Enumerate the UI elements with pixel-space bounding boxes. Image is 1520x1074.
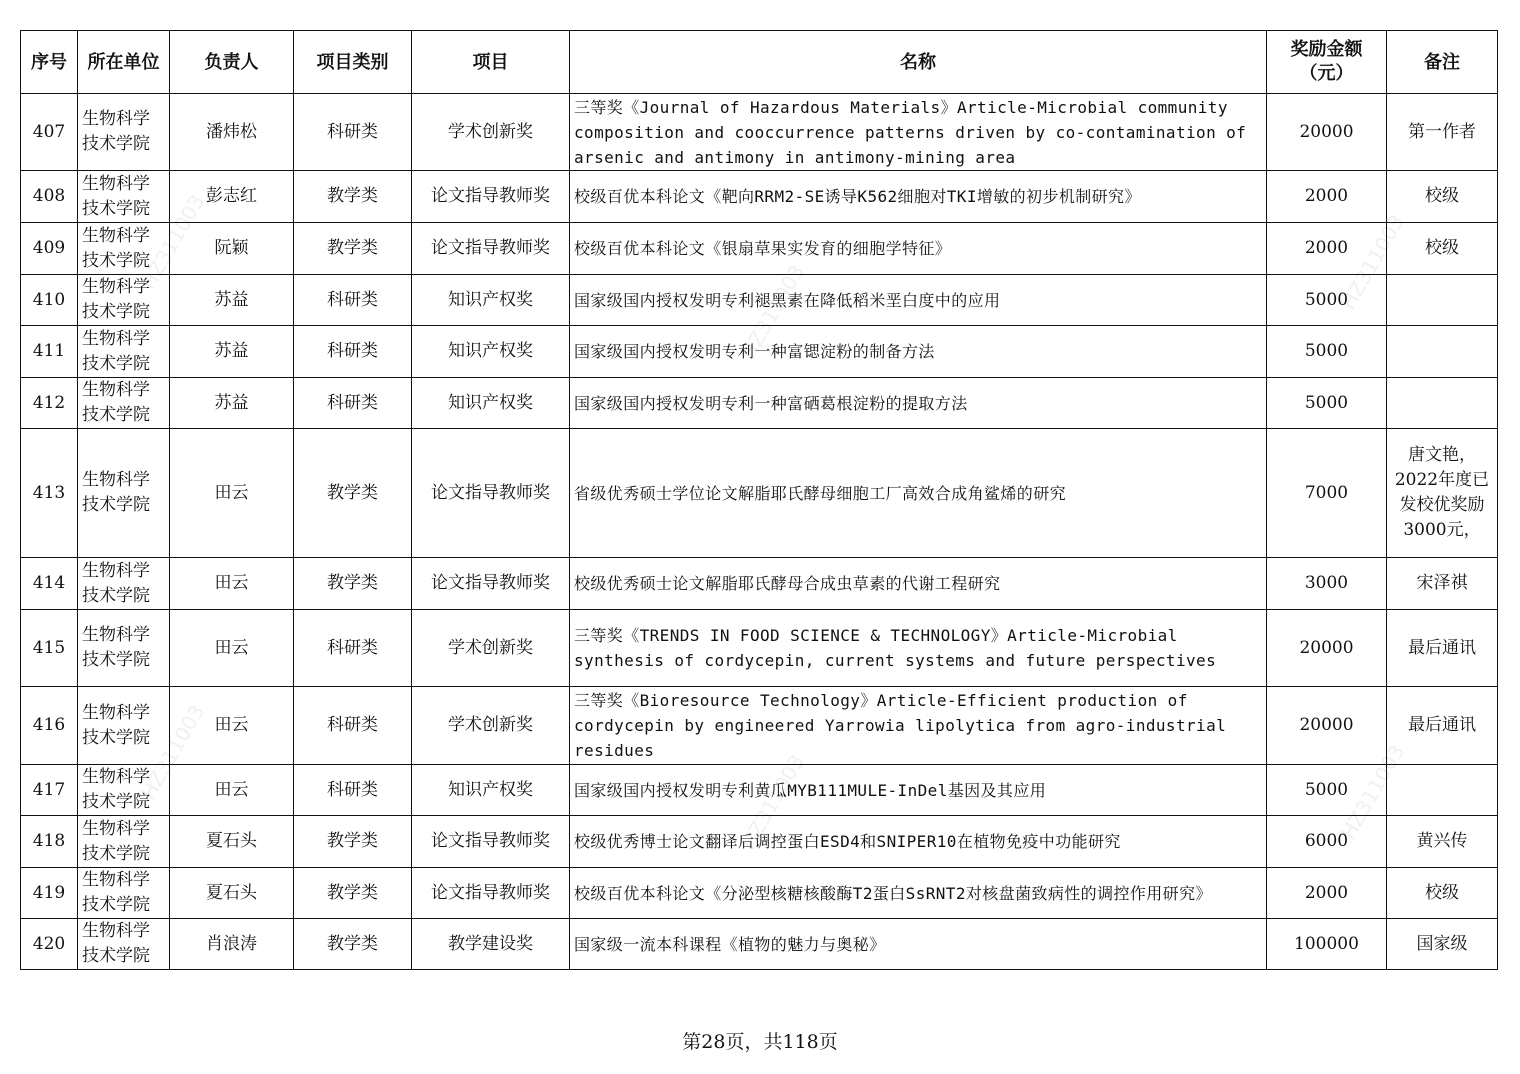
cell-amount: 20000 [1267,94,1387,171]
cell-no: 413 [21,429,78,558]
cell-amount: 3000 [1267,558,1387,610]
cell-no: 412 [21,378,78,429]
cell-amount: 2000 [1267,171,1387,223]
cell-unit: 生物科学技术学院 [78,429,170,558]
cell-note: 黄兴传 [1387,816,1498,868]
cell-project: 学术创新奖 [412,687,570,765]
cell-name: 校级优秀博士论文翻译后调控蛋白ESD4和SNIPER10在植物免疫中功能研究 [570,816,1267,868]
cell-person: 田云 [170,687,294,765]
cell-category: 教学类 [294,171,412,223]
cell-unit: 生物科学技术学院 [78,919,170,970]
cell-category: 教学类 [294,919,412,970]
table-row [21,816,1498,868]
cell-category: 教学类 [294,558,412,610]
cell-person: 潘炜松 [170,94,294,171]
cell-category: 教学类 [294,223,412,275]
cell-category: 科研类 [294,610,412,687]
cell-name: 国家级国内授权发明专利一种富硒葛根淀粉的提取方法 [570,378,1267,429]
cell-note: 国家级 [1387,919,1498,970]
cell-project: 论文指导教师奖 [412,223,570,275]
watermark: HZ311003 [1335,740,1410,844]
cell-project: 论文指导教师奖 [412,171,570,223]
page-footer: 第28页，共118页 [682,1031,838,1053]
cell-category: 科研类 [294,765,412,816]
cell-name: 校级百优本科论文《银扇草果实发育的细胞学特征》 [570,223,1267,275]
cell-unit: 生物科学技术学院 [78,610,170,687]
header-no: 序号 [21,31,78,94]
watermark: HZ311003 [135,190,210,294]
table-row [21,223,1498,275]
cell-unit: 生物科学技术学院 [78,868,170,919]
cell-unit: 生物科学技术学院 [78,94,170,171]
cell-project: 知识产权奖 [412,765,570,816]
cell-category: 教学类 [294,868,412,919]
cell-name: 校级百优本科论文《分泌型核糖核酸酶T2蛋白SsRNT2对核盘菌致病性的调控作用研究》 [570,868,1267,919]
cell-person: 田云 [170,558,294,610]
cell-name: 国家级国内授权发明专利黄瓜MYB111MULE-InDel基因及其应用 [570,765,1267,816]
cell-no: 417 [21,765,78,816]
table-header-row [21,31,1498,94]
header-project: 项目 [412,31,570,94]
cell-amount: 20000 [1267,610,1387,687]
cell-no: 408 [21,171,78,223]
table-row [21,378,1498,429]
cell-unit: 生物科学技术学院 [78,223,170,275]
cell-amount: 2000 [1267,223,1387,275]
cell-note: 第一作者 [1387,94,1498,171]
table-row [21,765,1498,816]
header-amount: 奖励金额 （元） [1267,31,1387,94]
table-row [21,919,1498,970]
table-row [21,687,1498,765]
cell-project: 知识产权奖 [412,275,570,326]
cell-project: 知识产权奖 [412,378,570,429]
cell-unit: 生物科学技术学院 [78,275,170,326]
cell-unit: 生物科学技术学院 [78,816,170,868]
cell-amount: 6000 [1267,816,1387,868]
table-body [21,94,1498,970]
cell-person: 田云 [170,429,294,558]
cell-name: 三等奖《TRENDS IN FOOD SCIENCE & TECHNOLOGY》Article-Microbial synthesis of cordycepin, current systems and future perspectives [570,610,1267,687]
cell-amount: 20000 [1267,687,1387,765]
cell-amount: 5000 [1267,765,1387,816]
cell-note: 宋泽祺 [1387,558,1498,610]
cell-name: 省级优秀硕士学位论文解脂耶氏酵母细胞工厂高效合成角鲨烯的研究 [570,429,1267,558]
cell-project: 论文指导教师奖 [412,558,570,610]
cell-no: 420 [21,919,78,970]
header-person: 负责人 [170,31,294,94]
cell-note [1387,326,1498,378]
cell-person: 田云 [170,765,294,816]
cell-project: 论文指导教师奖 [412,429,570,558]
table-row [21,429,1498,558]
award-table [20,30,1498,970]
cell-person: 彭志红 [170,171,294,223]
cell-unit: 生物科学技术学院 [78,558,170,610]
cell-amount: 7000 [1267,429,1387,558]
cell-category: 教学类 [294,429,412,558]
cell-no: 409 [21,223,78,275]
cell-no: 415 [21,610,78,687]
watermark: HZ311003 [1335,210,1410,314]
header-category: 项目类别 [294,31,412,94]
header-unit: 所在单位 [78,31,170,94]
table-row [21,558,1498,610]
cell-category: 科研类 [294,275,412,326]
cell-unit: 生物科学技术学院 [78,765,170,816]
cell-note: 校级 [1387,868,1498,919]
cell-note [1387,275,1498,326]
cell-name: 校级优秀硕士论文解脂耶氏酵母合成虫草素的代谢工程研究 [570,558,1267,610]
cell-note: 最后通讯 [1387,687,1498,765]
cell-category: 科研类 [294,94,412,171]
cell-no: 418 [21,816,78,868]
table-row [21,868,1498,919]
award-table-sheet [20,30,1497,970]
cell-amount: 2000 [1267,868,1387,919]
cell-no: 414 [21,558,78,610]
cell-category: 科研类 [294,687,412,765]
table-row [21,610,1498,687]
cell-person: 夏石头 [170,868,294,919]
cell-project: 教学建设奖 [412,919,570,970]
table-row [21,171,1498,223]
watermark: HZ311003 [735,750,810,854]
cell-note [1387,765,1498,816]
cell-project: 论文指导教师奖 [412,868,570,919]
cell-amount: 5000 [1267,378,1387,429]
table-row [21,275,1498,326]
cell-category: 科研类 [294,326,412,378]
cell-person: 阮颖 [170,223,294,275]
cell-amount: 5000 [1267,326,1387,378]
cell-name: 国家级国内授权发明专利褪黑素在降低稻米垩白度中的应用 [570,275,1267,326]
cell-project: 知识产权奖 [412,326,570,378]
header-note: 备注 [1387,31,1498,94]
cell-unit: 生物科学技术学院 [78,171,170,223]
header-name: 名称 [570,31,1267,94]
cell-project: 学术创新奖 [412,94,570,171]
cell-note: 校级 [1387,223,1498,275]
cell-name: 三等奖《Journal of Hazardous Materials》Article-Microbial community composition and cooccurrence patterns driven by co-contamination of arsenic and antimony in antimony-mining area [570,94,1267,171]
table-row [21,94,1498,171]
cell-amount: 5000 [1267,275,1387,326]
cell-category: 科研类 [294,378,412,429]
cell-name: 三等奖《Bioresource Technology》Article-Efficient production of cordycepin by engineered Yarrowia lipolytica from agro-industrial residues [570,687,1267,765]
cell-no: 416 [21,687,78,765]
cell-person: 肖浪涛 [170,919,294,970]
cell-no: 410 [21,275,78,326]
cell-no: 407 [21,94,78,171]
cell-person: 夏石头 [170,816,294,868]
cell-name: 国家级一流本科课程《植物的魅力与奥秘》 [570,919,1267,970]
cell-name: 校级百优本科论文《靶向RRM2-SE诱导K562细胞对TKI增敏的初步机制研究》 [570,171,1267,223]
cell-project: 论文指导教师奖 [412,816,570,868]
cell-category: 教学类 [294,816,412,868]
cell-person: 苏益 [170,275,294,326]
cell-person: 苏益 [170,326,294,378]
cell-note: 最后通讯 [1387,610,1498,687]
cell-project: 学术创新奖 [412,610,570,687]
cell-amount: 100000 [1267,919,1387,970]
cell-person: 田云 [170,610,294,687]
cell-person: 苏益 [170,378,294,429]
cell-unit: 生物科学技术学院 [78,687,170,765]
cell-unit: 生物科学技术学院 [78,326,170,378]
cell-no: 419 [21,868,78,919]
cell-note: 唐文艳，2022年度已发校优奖励3000元， [1387,429,1498,558]
watermark: HZ311003 [735,260,810,364]
cell-no: 411 [21,326,78,378]
table-row [21,326,1498,378]
cell-note [1387,378,1498,429]
cell-unit: 生物科学技术学院 [78,378,170,429]
cell-note: 校级 [1387,171,1498,223]
cell-name: 国家级国内授权发明专利一种富锶淀粉的制备方法 [570,326,1267,378]
watermark: HZ311003 [135,700,210,804]
